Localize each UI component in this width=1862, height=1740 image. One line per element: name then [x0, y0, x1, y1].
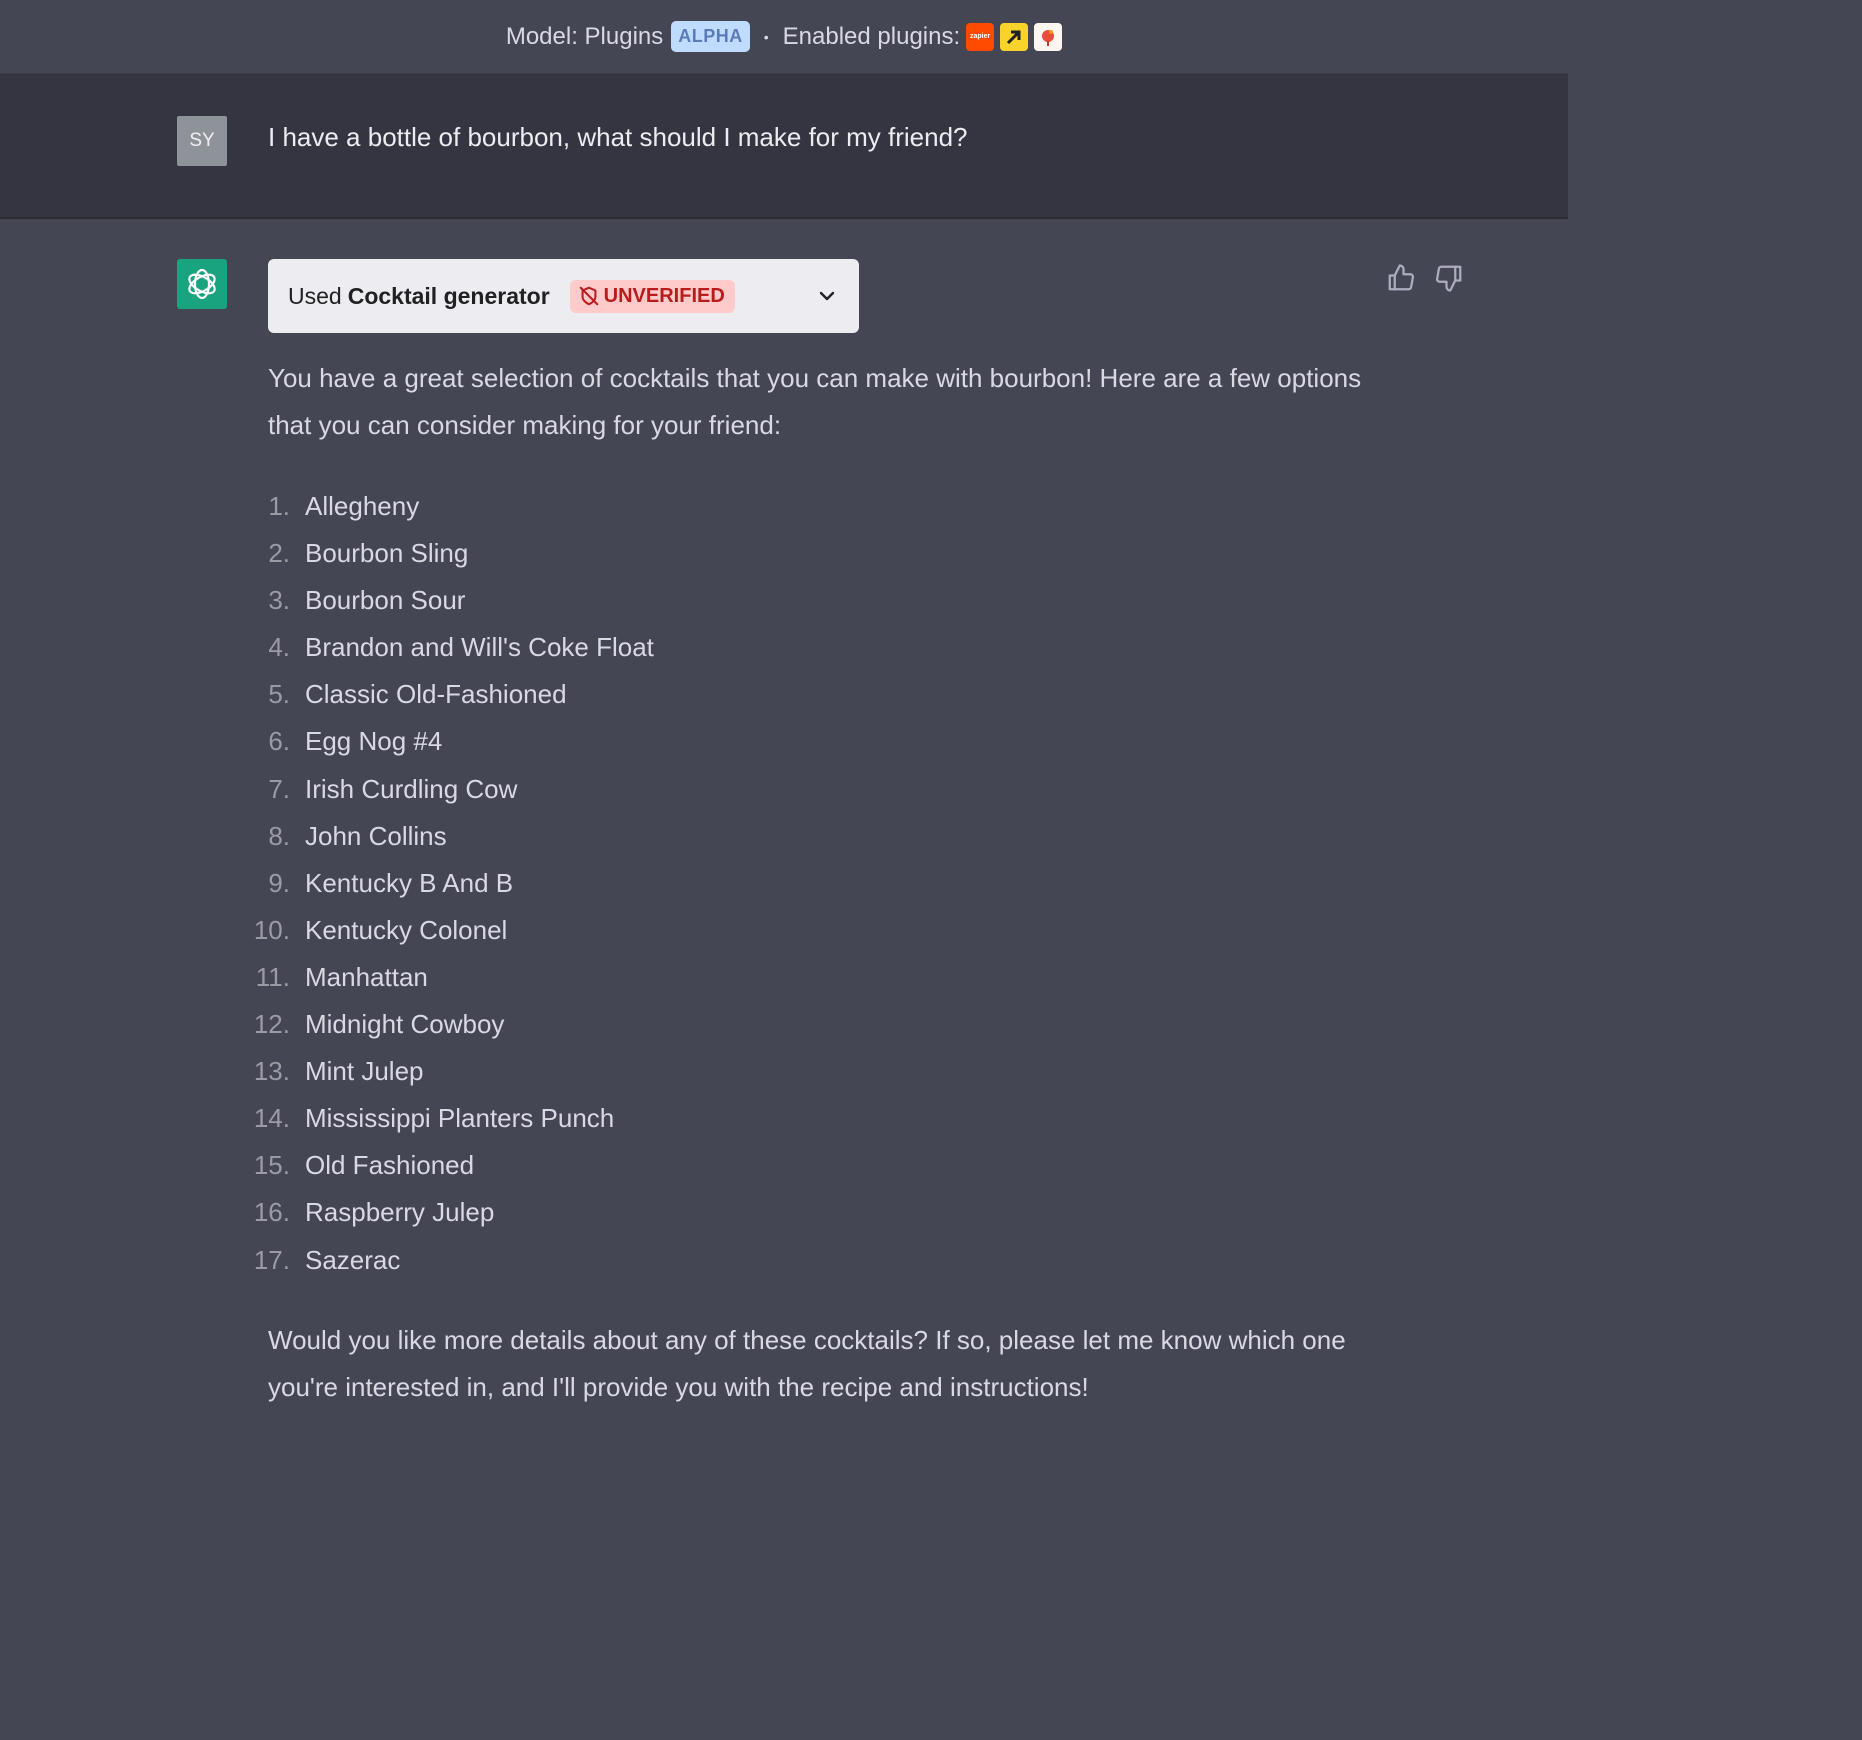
enabled-plugins-list	[966, 23, 1062, 51]
list-item: 7. Irish Curdling Cow	[268, 773, 518, 804]
plugin-used-prefix: Used	[288, 282, 342, 309]
list-item: 15. Old Fashioned	[253, 1150, 475, 1181]
thumbs-up-button[interactable]	[1386, 263, 1416, 293]
list-item: 12. Midnight Cowboy	[253, 1009, 505, 1040]
list-item: 5. Classic Old-Fashioned	[268, 679, 567, 710]
list-item: 1. Allegheny	[268, 491, 420, 521]
model-header	[0, 0, 1568, 74]
list-item: 17. Sazerac	[253, 1244, 401, 1275]
list-item: 16. Raspberry Julep	[253, 1197, 495, 1228]
assistant-intro-text: You have a great selection of cocktails that you can make with bourbon! Here are a few options that you can consider making for your friend:	[268, 363, 1362, 440]
list-item: 2. Bourbon Sling	[268, 538, 469, 569]
separator-dot: •	[763, 28, 769, 45]
list-item: 8. John Collins	[268, 820, 447, 851]
list-item: 11. Manhattan	[255, 961, 428, 992]
model-label: Model: Plugins	[505, 22, 664, 50]
cocktail-icon	[1034, 23, 1062, 51]
unverified-label: UNVERIFIED	[603, 284, 725, 307]
assistant-message-row	[0, 219, 1568, 1465]
assistant-outro-text: Would you like more details about any of these cocktails? If so, please let me know which one you're interested in, and I'll provide you with the recipe and instructions!	[268, 1325, 1346, 1402]
unverified-badge	[570, 280, 735, 313]
list-item: 9. Kentucky B And B	[268, 867, 514, 898]
plugin-name: Cocktail generator	[347, 282, 550, 309]
cocktail-list	[240, 483, 654, 1284]
alpha-badge: ALPHA	[671, 21, 750, 52]
list-item: 13. Mint Julep	[253, 1056, 424, 1087]
list-item: 3. Bourbon Sour	[268, 585, 466, 616]
user-avatar: SY	[177, 116, 227, 166]
arrow-icon	[1000, 23, 1028, 51]
shield-off-icon	[578, 285, 600, 307]
user-message-row	[0, 74, 1568, 219]
list-item: 14. Mississippi Planters Punch	[253, 1103, 615, 1134]
thumbs-down-icon	[1434, 263, 1464, 293]
list-item: 4. Brandon and Will's Coke Float	[268, 632, 654, 663]
thumbs-up-icon	[1386, 263, 1416, 293]
thumbs-down-button[interactable]	[1434, 263, 1464, 293]
zapier-icon: zapier	[966, 23, 994, 51]
chevron-down-icon[interactable]	[817, 285, 837, 312]
enabled-plugins-label: Enabled plugins:	[782, 22, 961, 50]
user-message-text: I have a bottle of bourbon, what should I make for my friend?	[268, 122, 968, 152]
list-item: 6. Egg Nog #4	[268, 726, 443, 757]
openai-logo-icon	[177, 259, 227, 309]
plugin-used-dropdown[interactable]	[268, 259, 859, 333]
list-item: 10. Kentucky Colonel	[253, 914, 508, 945]
